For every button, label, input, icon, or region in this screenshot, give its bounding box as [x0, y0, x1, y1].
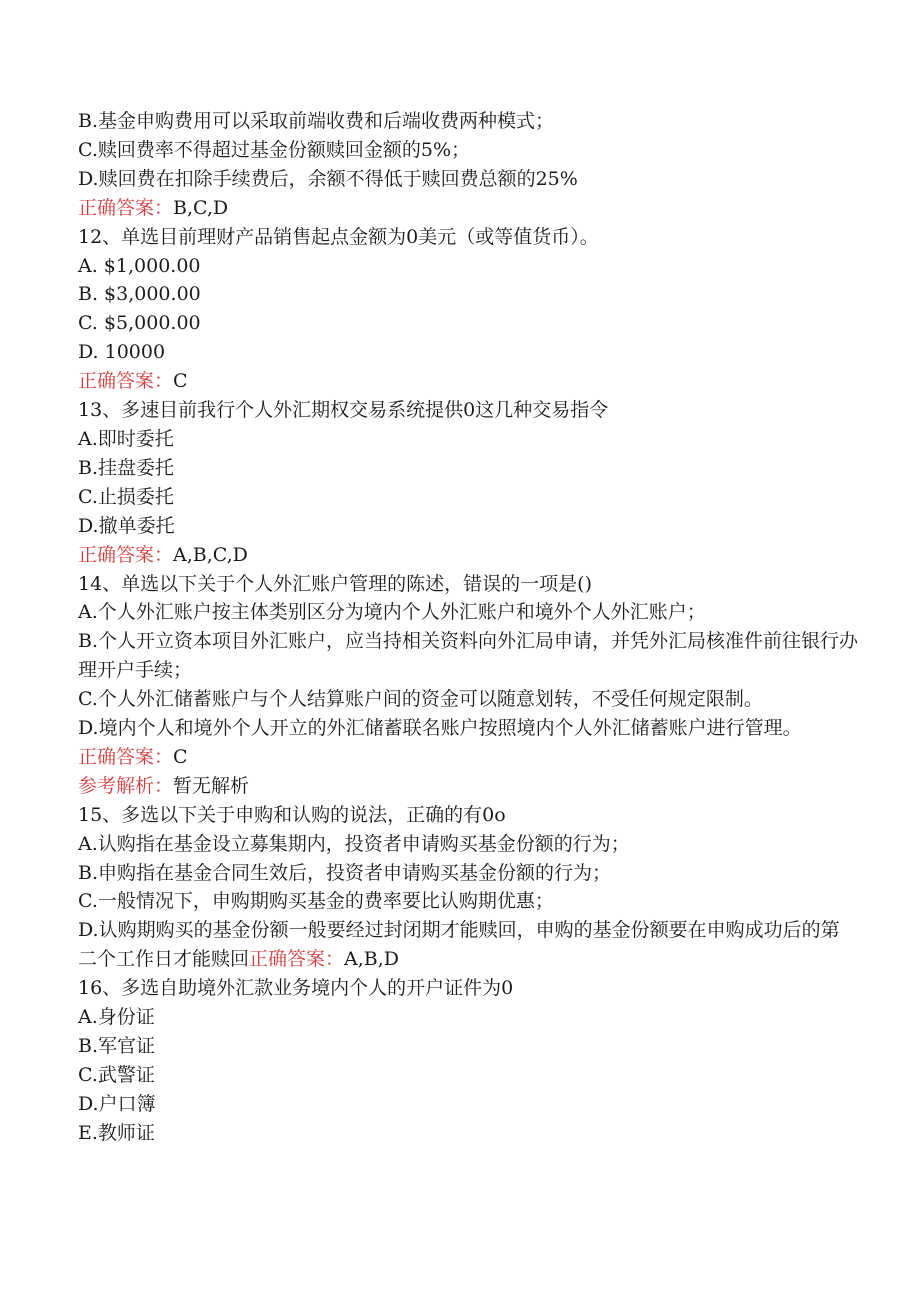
- q13-stem: 13、多速目前我行个人外汇期权交易系统提供0这几种交易指令: [78, 399, 609, 422]
- q14-answer-label: 正确答案：: [78, 745, 174, 768]
- q16-option-e: E.教师证: [78, 1121, 155, 1144]
- q13-option-b: B.挂盘委托: [78, 456, 175, 479]
- q11-answer-value: B,C,D: [173, 196, 229, 219]
- q15-answer-value: A,B,D: [344, 948, 400, 971]
- q13-answer-label: 正确答案：: [78, 543, 174, 566]
- q14-analysis-label: 参考解析：: [78, 774, 174, 797]
- q12-option-c: C. $5,000.00: [78, 312, 201, 335]
- q14-stem: 14、单选以下关于个人外汇账户管理的陈述，错误的一项是(): [78, 572, 593, 595]
- q15-option-d: D.认购期购买的基金份额一般要经过封闭期才能赎回，申购的基金份额要在申购成功后的第二个工作日才能赎回: [78, 919, 840, 971]
- q12-answer-value: C: [173, 370, 188, 393]
- q14-option-b: B.个人开立资本项目外汇账户，应当持相关资料向外汇局申请，并凭外汇局核准件前往银行办理开户手续；: [78, 630, 859, 682]
- q15-option-d-with-answer: [78, 916, 858, 974]
- q16-option-d: D.户口簿: [78, 1092, 156, 1115]
- q14-answer: [78, 743, 858, 772]
- q16-option-c: C.武警证: [78, 1063, 155, 1086]
- q14-option-c: C.个人外汇储蓄账户与个人结算账户间的资金可以随意划转，不受任何规定限制。: [78, 688, 763, 711]
- q11-answer: [78, 194, 858, 223]
- q11-answer-label: 正确答案：: [78, 196, 174, 219]
- q13-option-d: D.撤单委托: [78, 514, 175, 537]
- q15-option-b: B.申购指在基金合同生效后，投资者申请购买基金份额的行为；: [78, 861, 612, 884]
- q11-option-b: B.基金申购费用可以采取前端收费和后端收费两种模式；: [78, 110, 555, 132]
- q15-option-a: A.认购指在基金设立募集期内，投资者申请购买基金份额的行为；: [78, 832, 630, 855]
- q13-answer: [78, 541, 858, 570]
- q13-option-c: C.止损委托: [78, 485, 174, 508]
- q12-option-d: D. 10000: [78, 341, 166, 364]
- q14-option-a: A.个人外汇账户按主体类别区分为境内个人外汇账户和境外个人外汇账户；: [78, 601, 706, 624]
- q12-option-b: B. $3,000.00: [78, 283, 201, 306]
- q12-answer-label: 正确答案：: [78, 370, 174, 393]
- q12-stem: 12、单选目前理财产品销售起点金额为0美元（或等值货币）。: [78, 225, 599, 248]
- q12-option-a: A. $1,000.00: [78, 254, 201, 277]
- q12-answer: [78, 367, 858, 396]
- q13-option-a: A.即时委托: [78, 427, 174, 450]
- q11-option-c: C.赎回费率不得超过基金份额赎回金额的5%；: [78, 138, 471, 161]
- q14-answer-value: C: [173, 745, 188, 768]
- q16-option-b: B.军官证: [78, 1035, 156, 1057]
- q13-answer-value: A,B,C,D: [173, 543, 248, 566]
- q16-option-a: A.身份证: [78, 1006, 155, 1029]
- q16-stem: 16、多选自助境外汇款业务境内个人的开户证件为0: [78, 977, 514, 1000]
- q15-option-c: C.一般情况下，申购期购买基金的费率要比认购期优惠；: [78, 890, 554, 913]
- q15-answer-label: 正确答案：: [249, 948, 345, 971]
- q14-analysis-value: 暂无解析: [173, 774, 250, 797]
- q14-analysis: [78, 772, 858, 801]
- q11-option-d: D.赎回费在扣除手续费后，余额不得低于赎回费总额的25%: [78, 167, 578, 190]
- q15-stem: 15、多选以下关于申购和认购的说法，正确的有0o: [78, 803, 506, 826]
- q14-option-d: D.境内个人和境外个人开立的外汇储蓄联名账户按照境内个人外汇储蓄账户进行管理。: [78, 717, 802, 740]
- document-page: [78, 107, 858, 1148]
